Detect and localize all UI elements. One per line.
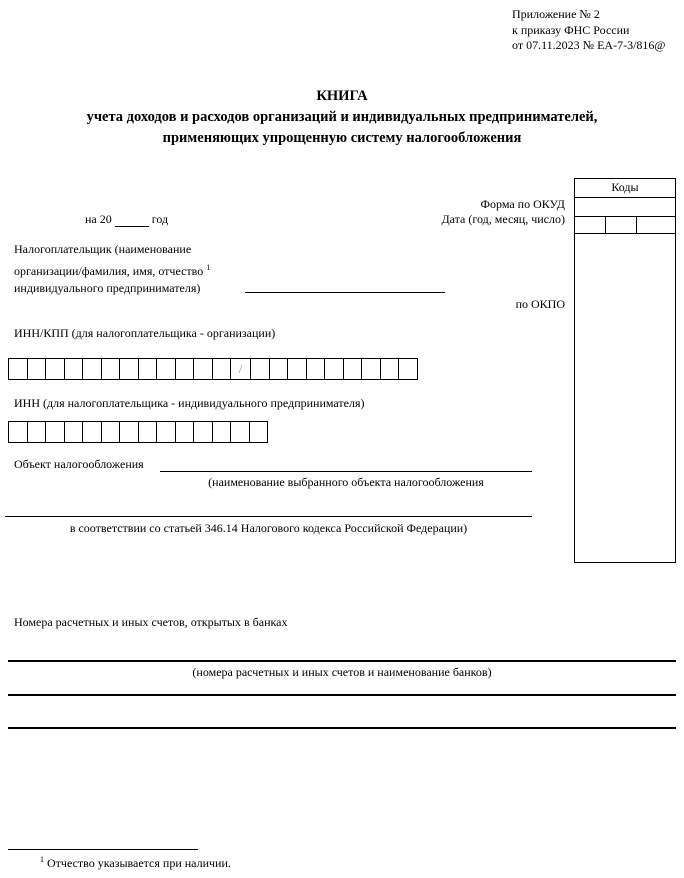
taxpayer-label-line-2-text: организации/фамилия, имя, отчество	[14, 263, 204, 278]
year-input-line[interactable]	[115, 214, 149, 227]
digit-cell[interactable]	[64, 421, 84, 443]
digit-cell[interactable]	[45, 358, 65, 380]
codes-box	[574, 178, 676, 563]
digit-cell[interactable]	[306, 358, 326, 380]
slash-separator: /	[238, 361, 243, 376]
footnote	[40, 855, 231, 871]
digit-cell[interactable]	[269, 358, 289, 380]
digit-cell[interactable]	[64, 358, 84, 380]
date-month-cell[interactable]	[606, 217, 637, 233]
taxpayer-label-line-1: Налогоплательщик (наименование	[14, 242, 192, 256]
taxpayer-label	[14, 241, 210, 298]
footnote-marker: 1	[206, 262, 211, 272]
digit-cell[interactable]	[27, 358, 47, 380]
inn-kpp-separator-cell	[230, 358, 251, 380]
codes-box-header: Коды	[575, 179, 675, 198]
tax-object-input-line[interactable]	[160, 471, 532, 472]
digit-cell[interactable]	[380, 358, 400, 380]
inn-org-cells-group	[8, 358, 231, 380]
tax-object-label: Объект налогообложения	[14, 457, 144, 471]
digit-cell[interactable]	[193, 358, 213, 380]
digit-cell[interactable]	[82, 358, 102, 380]
tax-object-input-line-2[interactable]	[5, 516, 532, 517]
year-prefix: на 20	[85, 212, 112, 226]
date-year-cell[interactable]	[575, 217, 606, 233]
taxpayer-label-line-2	[14, 259, 210, 281]
date-day-cell[interactable]	[637, 217, 675, 233]
order-issuer: к приказу ФНС России	[512, 22, 630, 37]
digit-cell[interactable]	[324, 358, 344, 380]
digit-cell[interactable]	[101, 421, 121, 443]
inn-kpp-cells-row	[8, 358, 418, 380]
inn-label: ИНН (для налогоплательщика - индивидуального предпринимателя)	[14, 396, 365, 410]
digit-cell[interactable]	[27, 421, 47, 443]
okud-code-cell[interactable]	[575, 198, 675, 217]
footnote-text: Отчество указывается при наличии.	[47, 856, 231, 870]
digit-cell[interactable]	[361, 358, 381, 380]
date-code-row	[575, 217, 675, 234]
okpo-label: по ОКПО	[515, 297, 565, 311]
digit-cell[interactable]	[193, 421, 213, 443]
date-label: Дата (год, месяц, число)	[441, 212, 565, 226]
bank-accounts-caption: (номера расчетных и иных счетов и наименование банков)	[192, 665, 492, 679]
digit-cell[interactable]	[45, 421, 65, 443]
digit-cell[interactable]	[8, 358, 28, 380]
bank-accounts-input-line-2[interactable]	[8, 694, 676, 696]
reporting-year	[85, 212, 168, 227]
digit-cell[interactable]	[287, 358, 307, 380]
bank-accounts-input-line-3[interactable]	[8, 727, 676, 729]
inn-kpp-label: ИНН/КПП (для налогоплательщика - организации)	[14, 326, 276, 340]
order-date-number: от 07.11.2023 № ЕА-7-3/816@	[512, 38, 666, 52]
document-title	[0, 86, 684, 149]
digit-cell[interactable]	[175, 358, 195, 380]
digit-cell[interactable]	[343, 358, 363, 380]
digit-cell[interactable]	[398, 358, 418, 380]
taxpayer-label-line-3: индивидуального предпринимателя)	[14, 281, 201, 295]
digit-cell[interactable]	[138, 421, 158, 443]
digit-cell[interactable]	[101, 358, 121, 380]
taxpayer-input-line[interactable]	[245, 292, 445, 293]
inn-ip-cells-group	[8, 421, 268, 443]
digit-cell[interactable]	[82, 421, 102, 443]
digit-cell[interactable]	[119, 421, 139, 443]
appendix-number: Приложение № 2	[512, 7, 600, 21]
digit-cell[interactable]	[250, 358, 270, 380]
bank-accounts-input-line-1[interactable]	[8, 660, 676, 662]
title-line-3: применяющих упрощенную систему налогообложения	[162, 130, 522, 146]
year-suffix: год	[151, 212, 169, 226]
digit-cell[interactable]	[230, 421, 250, 443]
digit-cell[interactable]	[138, 358, 158, 380]
digit-cell[interactable]	[119, 358, 139, 380]
tax-object-caption-2: в соответствии со статьей 346.14 Налогового кодекса Российской Федерации)	[69, 521, 468, 535]
order-reference	[512, 7, 665, 54]
title-line-2: учета доходов и расходов организаций и индивидуальных предпринимателей,	[86, 109, 598, 125]
digit-cell[interactable]	[212, 421, 232, 443]
okud-label: Форма по ОКУД	[480, 197, 565, 211]
bank-accounts-label: Номера расчетных и иных счетов, открытых в банках	[14, 615, 288, 629]
digit-cell[interactable]	[156, 358, 176, 380]
digit-cell[interactable]	[249, 421, 269, 443]
tax-object-caption-1: (наименование выбранного объекта налогообложения	[208, 475, 484, 489]
inn-ip-cells-row	[8, 421, 268, 443]
footnote-number: 1	[40, 855, 44, 864]
kpp-cells-group	[250, 358, 418, 380]
title-book-word: КНИГА	[316, 88, 368, 104]
digit-cell[interactable]	[175, 421, 195, 443]
footnote-rule	[8, 849, 198, 850]
digit-cell[interactable]	[156, 421, 176, 443]
digit-cell[interactable]	[212, 358, 232, 380]
digit-cell[interactable]	[8, 421, 28, 443]
